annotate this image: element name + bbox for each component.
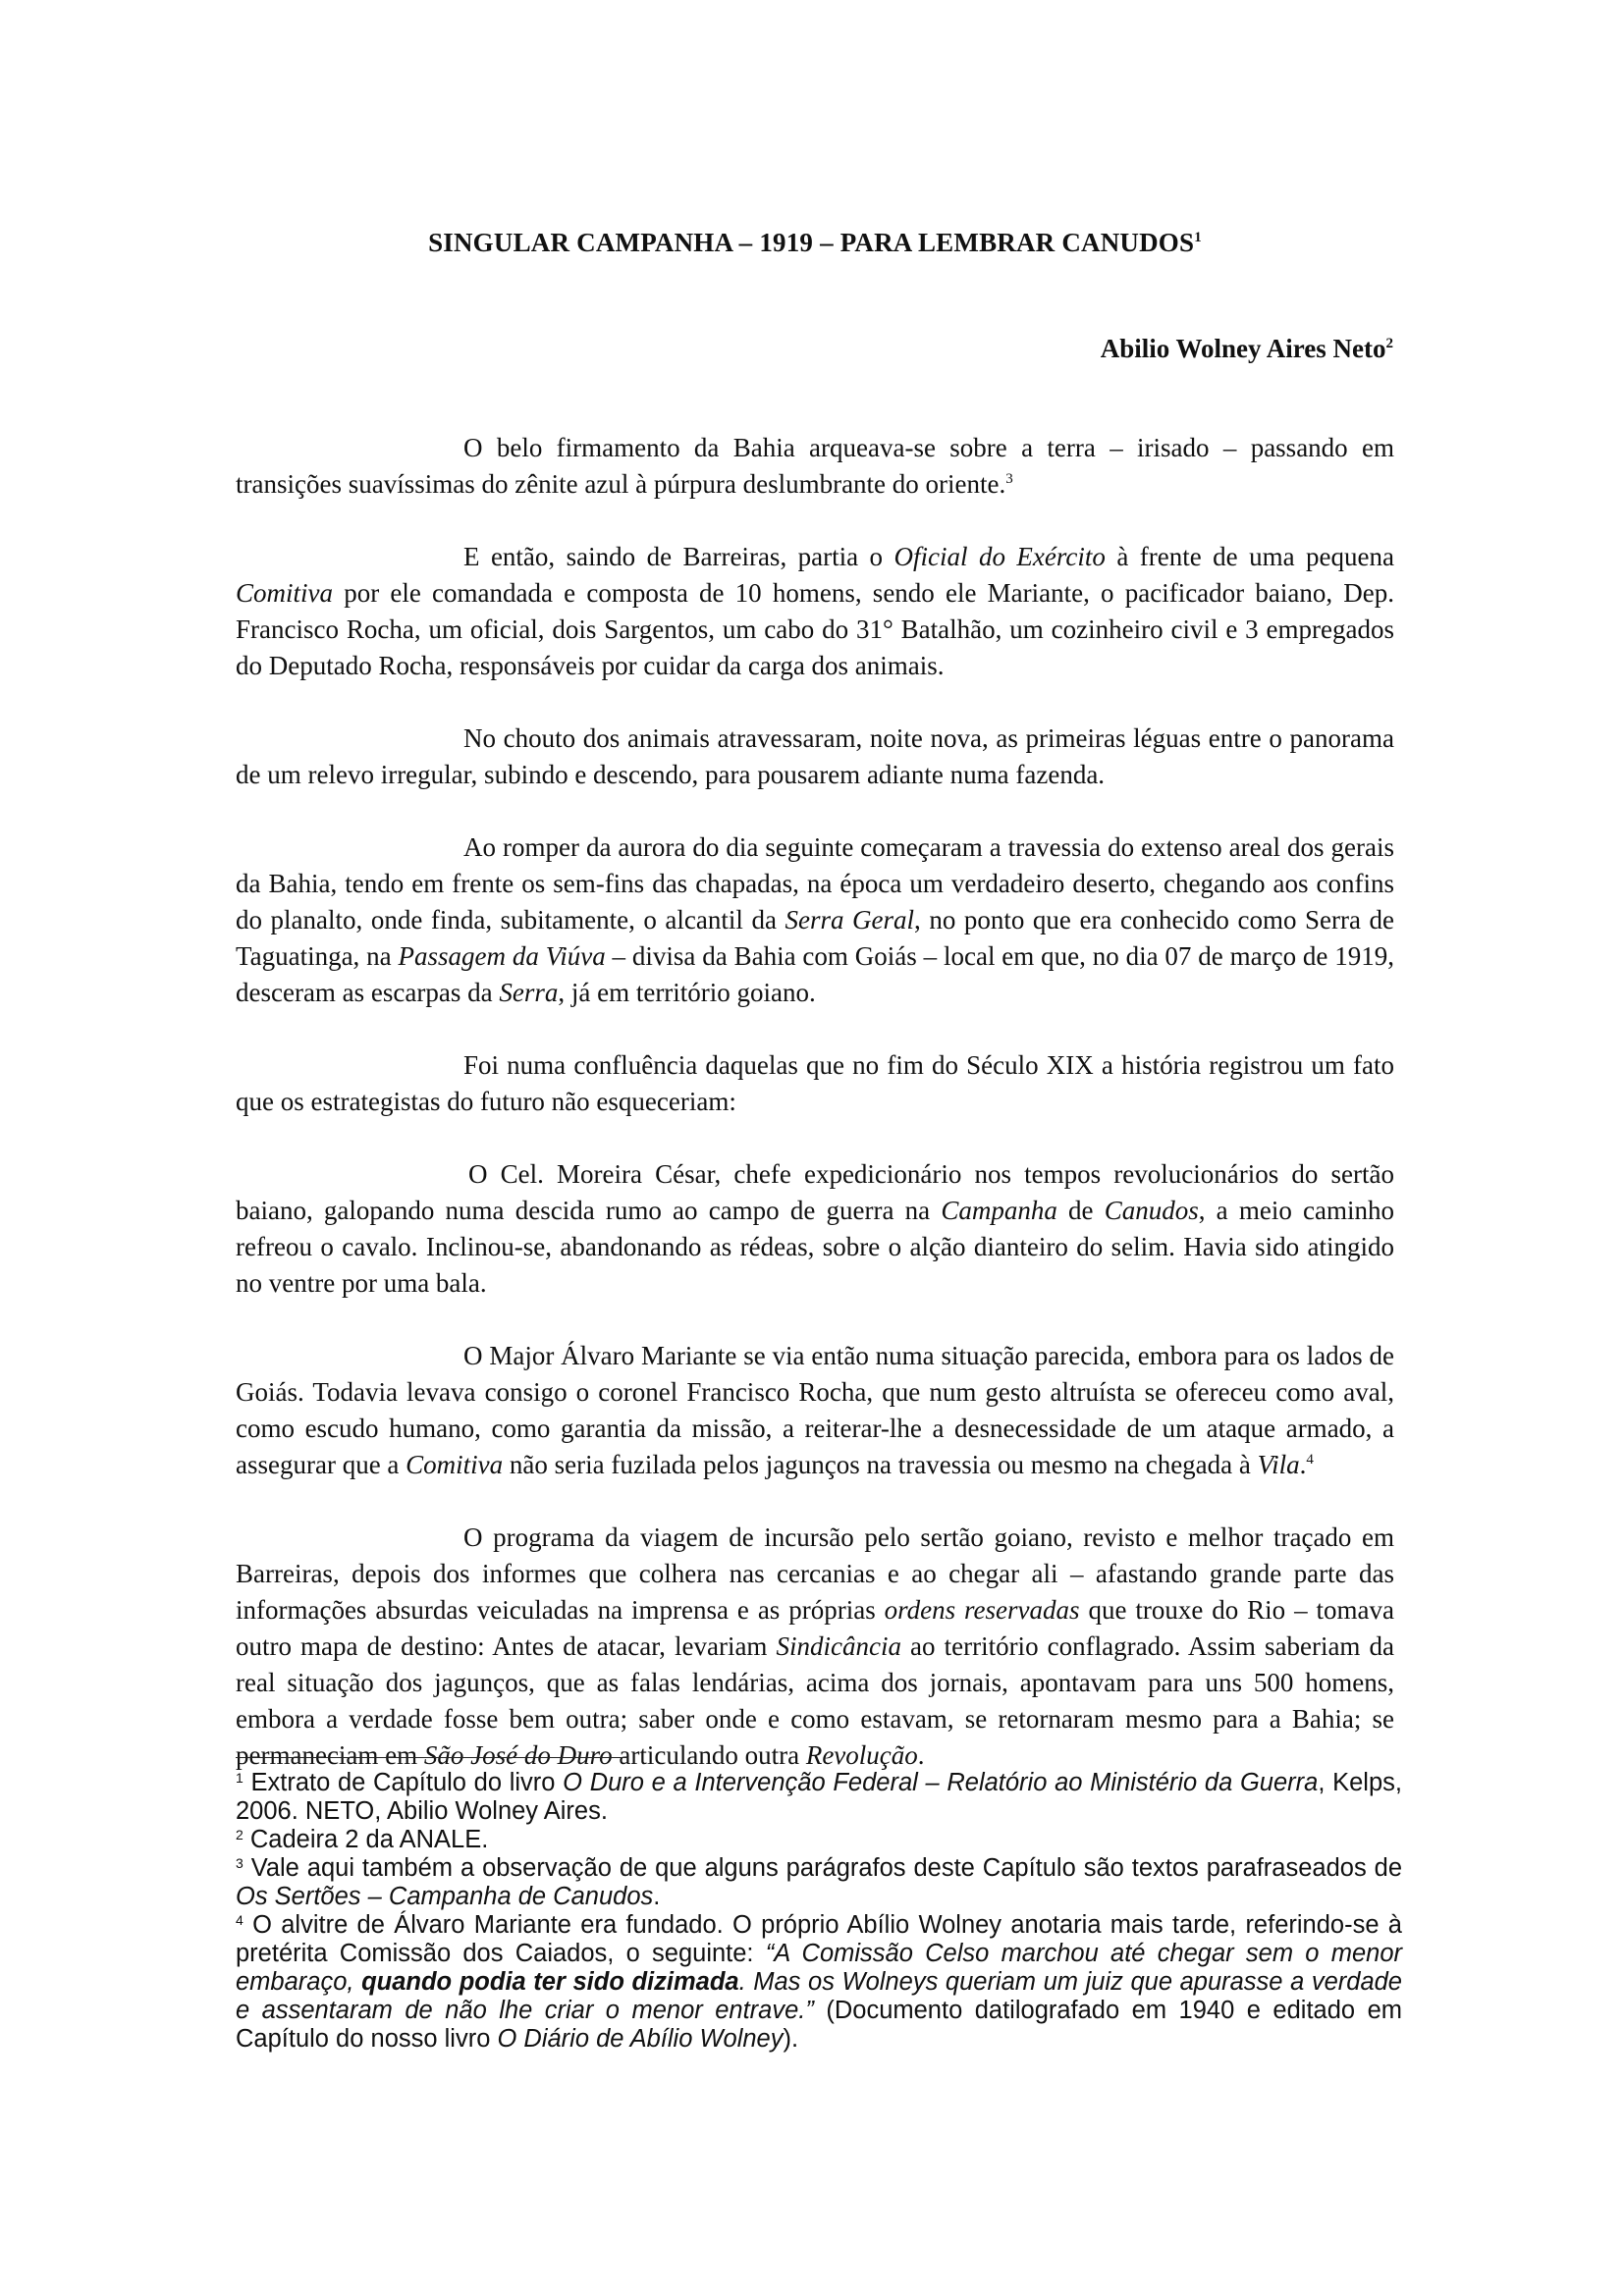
paragraph: [236, 829, 1394, 1011]
italic-text: Passagem da Viúva: [398, 941, 606, 971]
italic-text: “A Comissão Celso marchou até chegar sem o menor embaraço,: [236, 1940, 1402, 1996]
footnotes: [236, 1769, 1402, 2054]
paragraph-text: O Major Álvaro Mariante se via então numa situação parecida, embora para os lados de Goiás. Todavia levava consigo o coronel Francisco Rocha, que num gesto altruísta se ofereceu como aval, como escudo humano, como garantia da missão, a reiterar-lhe a desnecessidade de um ataque armado, a assegurar que a: [236, 1341, 1394, 1479]
footnote-text: (Documento datilografado em 1940 e editado em Capítulo do nosso livro: [236, 1997, 1402, 2053]
footnote-text: , Kelps, 2006. NETO, Abilio Wolney Aires.: [236, 1769, 1402, 1825]
paragraph-text: que trouxe do Rio – tomava outro mapa de destino: Antes de atacar, levariam: [236, 1595, 1394, 1661]
document-title: [236, 228, 1394, 258]
footnote-text: ).: [783, 2025, 799, 2053]
italic-text: Oficial do Exército: [893, 542, 1106, 571]
paragraph-text: E então, saindo de Barreiras, partia o: [463, 542, 894, 571]
italic-text: Comitiva: [406, 1450, 504, 1479]
paragraph-text: articulando outra: [612, 1740, 806, 1770]
footnote: [236, 1769, 1402, 1826]
footnote-number: 3: [236, 1855, 244, 1871]
paragraph-text: .: [1299, 1450, 1307, 1479]
paragraph-text: por ele comandada e composta de 10 homens, sendo ele Mariante, o pacificador baiano, Dep. Francisco Rocha, um oficial, dois Sargentos, um cabo do 31° Batalhão, um cozinheiro civil e 3 empregados do Deputado Rocha, responsáveis por cuidar da carga dos animais.: [236, 578, 1394, 680]
paragraph-text: ao território conflagrado. Assim saberiam da real situação dos jagunços, que as falas lendárias, acima dos jornais, apontavam para uns 500 homens, embora a verdade fosse bem outra; saber onde e como estavam, se retornaram mesmo para a Bahia; se permaneciam em: [236, 1631, 1394, 1770]
paragraph: [236, 1520, 1394, 1774]
author-text: Abilio Wolney Aires Neto: [1100, 334, 1386, 363]
footnote: [236, 1854, 1402, 1911]
paragraph-text: O programa da viagem de incursão pelo sertão goiano, revisto e melhor traçado em Barreiras, depois dos informes que colhera nas cercanias e ao chegar ali – afastando grande parte das informações absurdas veiculadas na imprensa e as próprias: [236, 1522, 1394, 1625]
paragraph-text: No chouto dos animais atravessaram, noite nova, as primeiras léguas entre o panorama de um relevo irregular, subindo e descendo, para pousarem adiante numa fazenda.: [236, 723, 1394, 789]
document-body: [236, 430, 1394, 1810]
italic-text: . Mas os Wolneys queriam um juiz que apurasse a verdade e assentaram de não lhe criar o menor entrave.”: [236, 1968, 1402, 2024]
footnote-number: 4: [236, 1912, 244, 1928]
paragraph: [236, 1156, 1394, 1302]
paragraph-text: Ao romper da aurora do dia seguinte começaram a travessia do extenso areal dos gerais da Bahia, tendo em frente os sem-fins das chapadas, na época um verdadeiro deserto, chegando aos confins do planalto, onde finda, subitamente, o alcantil da: [236, 832, 1394, 934]
paragraph: [236, 430, 1394, 503]
paragraph-text: Foi numa confluência daquelas que no fim do Século XIX a história registrou um fato que os estrategistas do futuro não esqueceriam:: [236, 1050, 1394, 1116]
italic-text: Sindicância: [776, 1631, 901, 1661]
italic-text: Campanha: [941, 1196, 1057, 1225]
paragraph-text: não seria fuzilada pelos jagunços na travessia ou mesmo na chegada à: [503, 1450, 1258, 1479]
paragraph-text: O belo firmamento da Bahia arqueava-se sobre a terra – irisado – passando em transições suavíssimas do zênite azul à púrpura deslumbrante do oriente.: [236, 433, 1394, 499]
footnote-number: 1: [236, 1770, 244, 1786]
footnote-number: 2: [236, 1827, 244, 1842]
footnote-text: Cadeira 2 da ANALE.: [243, 1826, 489, 1853]
footnote-text: Extrato de Capítulo do livro: [243, 1769, 564, 1796]
italic-text: ordens reservadas: [884, 1595, 1080, 1625]
paragraph-text: .: [917, 1740, 925, 1770]
italic-text: O Duro e a Intervenção Federal – Relatório ao Ministério da Guerra: [563, 1769, 1319, 1796]
paragraph-text: de: [1056, 1196, 1105, 1225]
italic-text: Serra Geral: [785, 905, 915, 934]
paragraph-text: , no ponto que era conhecido como Serra de Taguatinga, na: [236, 905, 1394, 971]
paragraph: [236, 1047, 1394, 1120]
italic-text: Comitiva: [236, 578, 333, 608]
footnote-text: .: [653, 1883, 661, 1910]
italic-text: O Diário de Abílio Wolney: [497, 2025, 784, 2053]
italic-text: Revolução: [805, 1740, 918, 1770]
paragraph-text: , a meio caminho refreou o cavalo. Inclinou-se, abandonando as rédeas, sobre o alção dianteiro do selim. Havia sido atingido no ventre por uma bala.: [236, 1196, 1394, 1298]
italic-text: São José do Duro: [423, 1740, 613, 1770]
footnote-ref: 1: [1194, 230, 1202, 245]
footnote-ref: 4: [1306, 1452, 1314, 1468]
paragraph: [236, 721, 1394, 793]
footnote-text: O alvitre de Álvaro Mariante era fundado. O próprio Abílio Wolney anotaria mais tarde, referindo-se à pretérita Comissão dos Caiados, o seguinte:: [236, 1911, 1402, 1967]
italic-text: Vila: [1257, 1450, 1300, 1479]
bold-italic-text: quando podia ter sido dizimada: [361, 1968, 739, 1996]
paragraph-text: O Cel. Moreira César, chefe expedicionário nos tempos revolucionários do sertão baiano, galopando numa descida rumo ao campo de guerra na: [236, 1159, 1394, 1225]
author-name: [1101, 334, 1393, 364]
italic-text: Canudos: [1104, 1196, 1199, 1225]
footnote-text: Vale aqui também a observação de que alguns parágrafos deste Capítulo são textos parafraseados de: [243, 1854, 1402, 1882]
footnote-separator: [236, 1757, 628, 1758]
italic-text: Os Sertões – Campanha de Canudos: [236, 1883, 654, 1910]
paragraph: [236, 1338, 1394, 1483]
paragraph: [236, 539, 1394, 684]
footnote: [236, 1911, 1402, 2054]
footnote-ref: 2: [1385, 336, 1393, 351]
italic-text: Serra: [499, 978, 559, 1007]
footnote: [236, 1826, 1402, 1854]
title-text: SINGULAR CAMPANHA – 1919 – PARA LEMBRAR CANUDOS: [428, 228, 1195, 257]
paragraph-text: à frente de uma pequena: [1105, 542, 1394, 571]
paragraph-text: – divisa da Bahia com Goiás – local em que, no dia 07 de março de 1919, desceram as escarpas da: [236, 941, 1395, 1007]
paragraph-text: , já em território goiano.: [558, 978, 816, 1007]
footnote-ref: 3: [1005, 471, 1013, 487]
